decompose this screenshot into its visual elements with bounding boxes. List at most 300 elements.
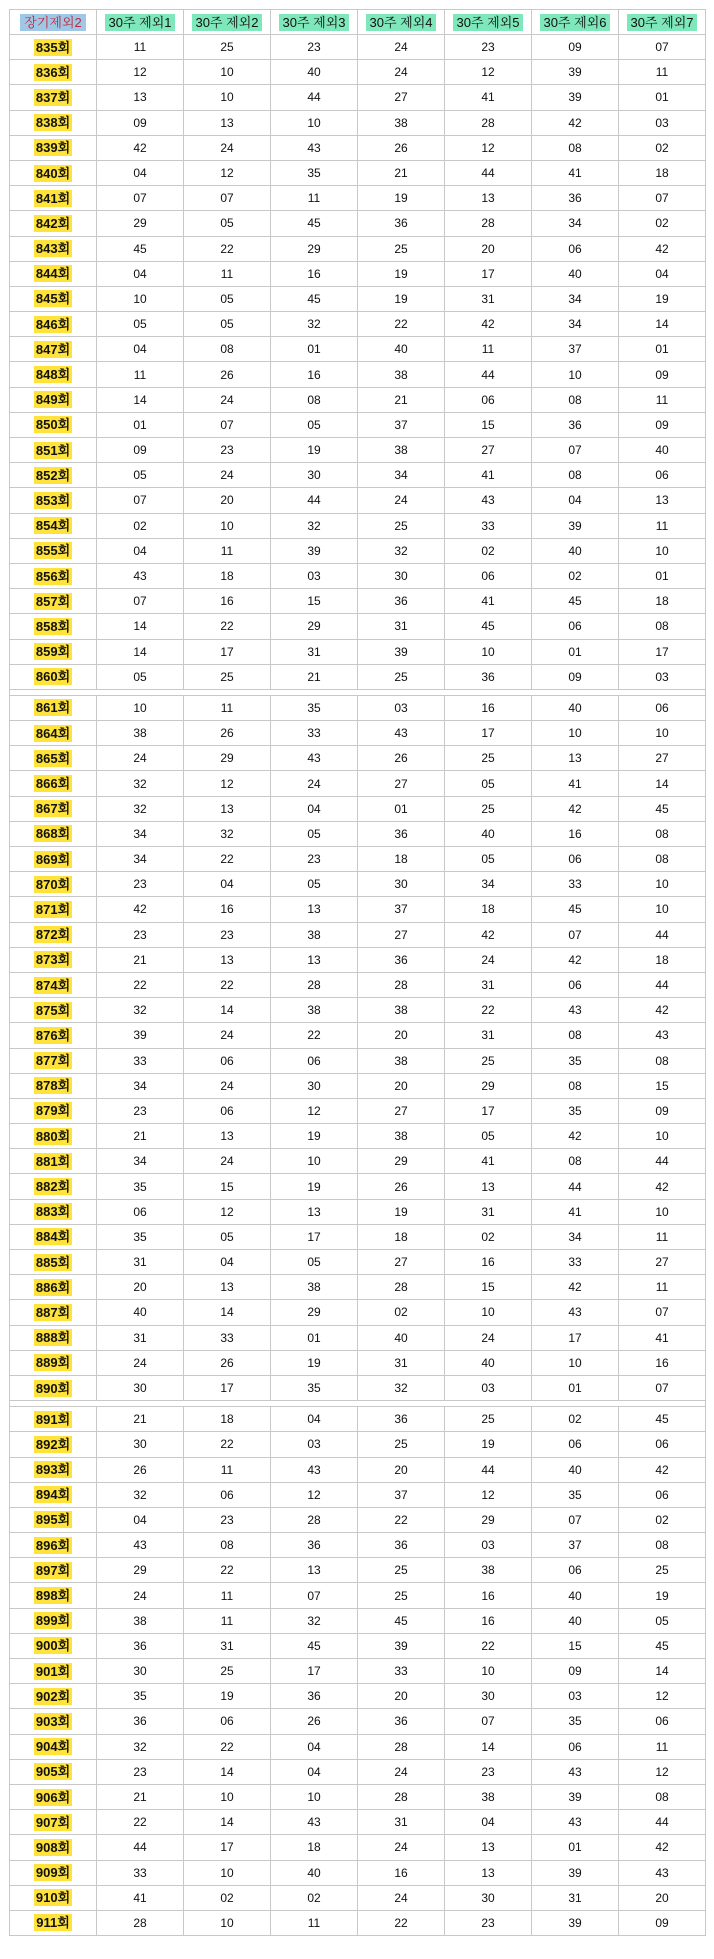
number-cell: 04 bbox=[97, 261, 184, 286]
number-cell: 06 bbox=[532, 1734, 619, 1759]
number-cell: 03 bbox=[445, 1533, 532, 1558]
number-cell: 14 bbox=[97, 639, 184, 664]
number-cell: 36 bbox=[358, 1407, 445, 1432]
round-label: 841회 bbox=[35, 190, 71, 206]
number-cell: 41 bbox=[532, 1199, 619, 1224]
round-cell bbox=[10, 664, 97, 689]
number-cell: 04 bbox=[445, 1810, 532, 1835]
number-cell: 41 bbox=[619, 1325, 706, 1350]
round-cell bbox=[10, 463, 97, 488]
number-cell: 40 bbox=[358, 337, 445, 362]
number-cell: 02 bbox=[619, 211, 706, 236]
number-cell: 31 bbox=[532, 1885, 619, 1910]
round-cell bbox=[10, 1457, 97, 1482]
number-cell: 28 bbox=[271, 972, 358, 997]
table-row bbox=[10, 412, 706, 437]
number-cell: 22 bbox=[358, 312, 445, 337]
number-cell: 32 bbox=[97, 1734, 184, 1759]
exclusion-table bbox=[9, 9, 706, 1936]
number-cell: 25 bbox=[184, 664, 271, 689]
number-cell: 10 bbox=[271, 1149, 358, 1174]
number-cell: 33 bbox=[97, 1048, 184, 1073]
number-cell: 10 bbox=[184, 1860, 271, 1885]
number-cell: 08 bbox=[619, 1784, 706, 1809]
number-cell: 07 bbox=[184, 412, 271, 437]
number-cell: 24 bbox=[184, 463, 271, 488]
number-cell: 32 bbox=[358, 1375, 445, 1400]
round-cell bbox=[10, 236, 97, 261]
number-cell: 34 bbox=[358, 463, 445, 488]
number-cell: 31 bbox=[271, 639, 358, 664]
number-cell: 07 bbox=[97, 589, 184, 614]
round-label: 890회 bbox=[35, 1380, 71, 1396]
number-cell: 37 bbox=[532, 337, 619, 362]
header-cell bbox=[445, 10, 532, 35]
number-cell: 13 bbox=[184, 947, 271, 972]
number-cell: 39 bbox=[358, 639, 445, 664]
round-cell bbox=[10, 1124, 97, 1149]
table-row bbox=[10, 35, 706, 60]
number-cell: 03 bbox=[445, 1375, 532, 1400]
number-cell: 15 bbox=[184, 1174, 271, 1199]
round-cell bbox=[10, 513, 97, 538]
number-cell: 23 bbox=[97, 1759, 184, 1784]
number-cell: 36 bbox=[358, 589, 445, 614]
table-row bbox=[10, 286, 706, 311]
number-cell: 34 bbox=[97, 847, 184, 872]
number-cell: 16 bbox=[358, 1860, 445, 1885]
number-cell: 25 bbox=[184, 1659, 271, 1684]
number-cell: 14 bbox=[619, 1659, 706, 1684]
number-cell: 21 bbox=[97, 947, 184, 972]
round-label: 843회 bbox=[35, 241, 71, 257]
number-cell: 02 bbox=[445, 1224, 532, 1249]
number-cell: 01 bbox=[532, 639, 619, 664]
number-cell: 10 bbox=[97, 695, 184, 720]
number-cell: 24 bbox=[358, 1835, 445, 1860]
round-label: 883회 bbox=[35, 1204, 71, 1220]
round-label: 838회 bbox=[35, 115, 71, 131]
round-cell bbox=[10, 746, 97, 771]
number-cell: 45 bbox=[271, 286, 358, 311]
number-cell: 01 bbox=[532, 1835, 619, 1860]
number-cell: 07 bbox=[619, 35, 706, 60]
number-cell: 22 bbox=[184, 1734, 271, 1759]
number-cell: 16 bbox=[184, 589, 271, 614]
number-cell: 20 bbox=[97, 1275, 184, 1300]
table-row bbox=[10, 639, 706, 664]
number-cell: 16 bbox=[445, 1583, 532, 1608]
round-cell bbox=[10, 1507, 97, 1532]
number-cell: 40 bbox=[532, 1608, 619, 1633]
number-cell: 06 bbox=[532, 847, 619, 872]
number-cell: 09 bbox=[619, 1910, 706, 1935]
round-label: 849회 bbox=[35, 392, 71, 408]
number-cell: 24 bbox=[184, 387, 271, 412]
round-label: 906회 bbox=[35, 1789, 71, 1805]
number-cell: 27 bbox=[619, 1250, 706, 1275]
number-cell: 04 bbox=[271, 1759, 358, 1784]
number-cell: 04 bbox=[184, 872, 271, 897]
number-cell: 43 bbox=[358, 721, 445, 746]
number-cell: 40 bbox=[97, 1300, 184, 1325]
table-row bbox=[10, 796, 706, 821]
round-label: 861회 bbox=[35, 700, 71, 716]
number-cell: 06 bbox=[619, 1432, 706, 1457]
number-cell: 02 bbox=[532, 1407, 619, 1432]
number-cell: 24 bbox=[97, 1583, 184, 1608]
round-cell bbox=[10, 211, 97, 236]
number-cell: 31 bbox=[358, 1350, 445, 1375]
table-row bbox=[10, 589, 706, 614]
round-label: 870회 bbox=[35, 876, 71, 892]
number-cell: 41 bbox=[97, 1885, 184, 1910]
round-label: 884회 bbox=[35, 1229, 71, 1245]
number-cell: 05 bbox=[445, 847, 532, 872]
number-cell: 41 bbox=[532, 160, 619, 185]
table-row bbox=[10, 1810, 706, 1835]
round-cell bbox=[10, 1149, 97, 1174]
number-cell: 30 bbox=[97, 1659, 184, 1684]
number-cell: 32 bbox=[271, 312, 358, 337]
round-cell bbox=[10, 1048, 97, 1073]
number-cell: 06 bbox=[532, 1558, 619, 1583]
number-cell: 10 bbox=[619, 1199, 706, 1224]
number-cell: 02 bbox=[184, 1885, 271, 1910]
header-cell bbox=[532, 10, 619, 35]
table-row bbox=[10, 847, 706, 872]
number-cell: 06 bbox=[619, 695, 706, 720]
number-cell: 37 bbox=[358, 1482, 445, 1507]
number-cell: 25 bbox=[358, 513, 445, 538]
number-cell: 31 bbox=[97, 1250, 184, 1275]
number-cell: 09 bbox=[619, 412, 706, 437]
number-cell: 10 bbox=[184, 513, 271, 538]
number-cell: 24 bbox=[445, 1325, 532, 1350]
number-cell: 45 bbox=[271, 1633, 358, 1658]
round-label: 895회 bbox=[35, 1512, 71, 1528]
number-cell: 45 bbox=[445, 614, 532, 639]
table-row bbox=[10, 261, 706, 286]
table-row bbox=[10, 972, 706, 997]
header-column-label: 30주 제외1 bbox=[105, 14, 176, 31]
lottery-exclusion-sheet bbox=[9, 9, 705, 1936]
number-cell: 33 bbox=[97, 1860, 184, 1885]
round-cell bbox=[10, 922, 97, 947]
number-cell: 45 bbox=[532, 897, 619, 922]
number-cell: 10 bbox=[532, 362, 619, 387]
number-cell: 08 bbox=[532, 463, 619, 488]
table-row bbox=[10, 1558, 706, 1583]
number-cell: 09 bbox=[619, 1098, 706, 1123]
number-cell: 12 bbox=[445, 60, 532, 85]
number-cell: 06 bbox=[619, 1709, 706, 1734]
number-cell: 27 bbox=[358, 771, 445, 796]
number-cell: 23 bbox=[97, 1098, 184, 1123]
number-cell: 04 bbox=[97, 1507, 184, 1532]
number-cell: 45 bbox=[619, 1633, 706, 1658]
number-cell: 22 bbox=[271, 1023, 358, 1048]
number-cell: 13 bbox=[97, 85, 184, 110]
number-cell: 29 bbox=[184, 746, 271, 771]
number-cell: 11 bbox=[97, 362, 184, 387]
round-label: 839회 bbox=[35, 140, 71, 156]
number-cell: 24 bbox=[445, 947, 532, 972]
number-cell: 10 bbox=[184, 85, 271, 110]
number-cell: 37 bbox=[532, 1533, 619, 1558]
number-cell: 11 bbox=[184, 1457, 271, 1482]
number-cell: 24 bbox=[358, 1759, 445, 1784]
number-cell: 21 bbox=[358, 387, 445, 412]
number-cell: 03 bbox=[619, 664, 706, 689]
number-cell: 10 bbox=[445, 639, 532, 664]
number-cell: 05 bbox=[271, 821, 358, 846]
number-cell: 39 bbox=[532, 85, 619, 110]
number-cell: 35 bbox=[271, 1375, 358, 1400]
round-cell bbox=[10, 1659, 97, 1684]
round-label: 857회 bbox=[35, 593, 71, 609]
table-row bbox=[10, 538, 706, 563]
number-cell: 04 bbox=[619, 261, 706, 286]
number-cell: 07 bbox=[445, 1709, 532, 1734]
round-label: 877회 bbox=[35, 1053, 71, 1069]
number-cell: 43 bbox=[532, 998, 619, 1023]
round-cell bbox=[10, 639, 97, 664]
header-cell bbox=[97, 10, 184, 35]
number-cell: 40 bbox=[532, 261, 619, 286]
round-label: 880회 bbox=[35, 1128, 71, 1144]
number-cell: 16 bbox=[445, 1608, 532, 1633]
number-cell: 17 bbox=[619, 639, 706, 664]
number-cell: 40 bbox=[271, 1860, 358, 1885]
table-row bbox=[10, 1407, 706, 1432]
number-cell: 04 bbox=[97, 538, 184, 563]
table-row bbox=[10, 1023, 706, 1048]
number-cell: 26 bbox=[97, 1457, 184, 1482]
table-row bbox=[10, 1098, 706, 1123]
number-cell: 45 bbox=[619, 1407, 706, 1432]
number-cell: 08 bbox=[532, 1023, 619, 1048]
number-cell: 09 bbox=[532, 35, 619, 60]
number-cell: 40 bbox=[532, 1457, 619, 1482]
table-row bbox=[10, 821, 706, 846]
number-cell: 11 bbox=[445, 337, 532, 362]
number-cell: 03 bbox=[532, 1684, 619, 1709]
table-row bbox=[10, 947, 706, 972]
number-cell: 05 bbox=[184, 211, 271, 236]
number-cell: 23 bbox=[445, 1759, 532, 1784]
round-label: 869회 bbox=[35, 851, 71, 867]
number-cell: 38 bbox=[358, 362, 445, 387]
number-cell: 10 bbox=[97, 286, 184, 311]
number-cell: 43 bbox=[97, 1533, 184, 1558]
round-cell bbox=[10, 1250, 97, 1275]
number-cell: 39 bbox=[271, 538, 358, 563]
number-cell: 29 bbox=[271, 236, 358, 261]
table-row bbox=[10, 85, 706, 110]
number-cell: 38 bbox=[445, 1784, 532, 1809]
round-cell bbox=[10, 312, 97, 337]
round-label: 835회 bbox=[35, 39, 71, 55]
number-cell: 35 bbox=[97, 1684, 184, 1709]
number-cell: 14 bbox=[619, 771, 706, 796]
number-cell: 36 bbox=[358, 211, 445, 236]
round-label: 847회 bbox=[35, 341, 71, 357]
number-cell: 38 bbox=[97, 1608, 184, 1633]
table-row bbox=[10, 897, 706, 922]
number-cell: 36 bbox=[532, 412, 619, 437]
number-cell: 16 bbox=[619, 1350, 706, 1375]
round-cell bbox=[10, 872, 97, 897]
number-cell: 31 bbox=[358, 614, 445, 639]
round-label: 881회 bbox=[35, 1153, 71, 1169]
number-cell: 35 bbox=[271, 160, 358, 185]
round-label: 897회 bbox=[35, 1562, 71, 1578]
table-row bbox=[10, 771, 706, 796]
table-row bbox=[10, 1250, 706, 1275]
round-label: 910회 bbox=[35, 1890, 71, 1906]
number-cell: 44 bbox=[445, 362, 532, 387]
table-body bbox=[10, 35, 706, 1936]
round-cell bbox=[10, 186, 97, 211]
number-cell: 23 bbox=[97, 922, 184, 947]
number-cell: 01 bbox=[532, 1375, 619, 1400]
round-label: 889회 bbox=[35, 1355, 71, 1371]
round-cell bbox=[10, 488, 97, 513]
table-row bbox=[10, 695, 706, 720]
number-cell: 31 bbox=[445, 1023, 532, 1048]
number-cell: 10 bbox=[619, 872, 706, 897]
number-cell: 15 bbox=[445, 412, 532, 437]
number-cell: 23 bbox=[97, 872, 184, 897]
round-label: 859회 bbox=[35, 644, 71, 660]
number-cell: 42 bbox=[532, 110, 619, 135]
number-cell: 19 bbox=[445, 1432, 532, 1457]
number-cell: 26 bbox=[358, 746, 445, 771]
round-label: 901회 bbox=[35, 1663, 71, 1679]
number-cell: 18 bbox=[358, 847, 445, 872]
number-cell: 12 bbox=[445, 1482, 532, 1507]
number-cell: 13 bbox=[619, 488, 706, 513]
number-cell: 11 bbox=[184, 538, 271, 563]
number-cell: 10 bbox=[532, 721, 619, 746]
number-cell: 43 bbox=[619, 1023, 706, 1048]
round-cell bbox=[10, 362, 97, 387]
number-cell: 02 bbox=[532, 563, 619, 588]
number-cell: 25 bbox=[358, 1583, 445, 1608]
number-cell: 19 bbox=[358, 286, 445, 311]
number-cell: 34 bbox=[532, 211, 619, 236]
round-cell bbox=[10, 897, 97, 922]
number-cell: 33 bbox=[184, 1325, 271, 1350]
number-cell: 06 bbox=[97, 1199, 184, 1224]
round-label: 874회 bbox=[35, 977, 71, 993]
number-cell: 13 bbox=[184, 1124, 271, 1149]
number-cell: 29 bbox=[445, 1073, 532, 1098]
number-cell: 45 bbox=[97, 236, 184, 261]
round-cell bbox=[10, 1482, 97, 1507]
number-cell: 10 bbox=[619, 538, 706, 563]
number-cell: 34 bbox=[445, 872, 532, 897]
number-cell: 24 bbox=[271, 771, 358, 796]
number-cell: 10 bbox=[445, 1659, 532, 1684]
number-cell: 19 bbox=[271, 438, 358, 463]
number-cell: 10 bbox=[619, 897, 706, 922]
table-row bbox=[10, 1124, 706, 1149]
number-cell: 10 bbox=[184, 1910, 271, 1935]
number-cell: 07 bbox=[619, 1375, 706, 1400]
round-label: 871회 bbox=[35, 901, 71, 917]
round-cell bbox=[10, 998, 97, 1023]
number-cell: 42 bbox=[619, 236, 706, 261]
number-cell: 26 bbox=[184, 362, 271, 387]
number-cell: 43 bbox=[532, 1810, 619, 1835]
number-cell: 29 bbox=[97, 211, 184, 236]
number-cell: 04 bbox=[271, 796, 358, 821]
number-cell: 25 bbox=[445, 1048, 532, 1073]
number-cell: 26 bbox=[271, 1709, 358, 1734]
number-cell: 36 bbox=[358, 947, 445, 972]
number-cell: 18 bbox=[619, 160, 706, 185]
round-label: 907회 bbox=[35, 1814, 71, 1830]
number-cell: 16 bbox=[184, 897, 271, 922]
number-cell: 27 bbox=[358, 1098, 445, 1123]
number-cell: 14 bbox=[184, 1759, 271, 1784]
table-row bbox=[10, 1482, 706, 1507]
number-cell: 28 bbox=[97, 1910, 184, 1935]
round-label: 853회 bbox=[35, 492, 71, 508]
round-label: 882회 bbox=[35, 1179, 71, 1195]
number-cell: 29 bbox=[445, 1507, 532, 1532]
number-cell: 22 bbox=[358, 1910, 445, 1935]
round-label: 899회 bbox=[35, 1613, 71, 1629]
number-cell: 11 bbox=[619, 387, 706, 412]
number-cell: 42 bbox=[532, 1124, 619, 1149]
number-cell: 30 bbox=[358, 563, 445, 588]
number-cell: 13 bbox=[271, 1199, 358, 1224]
number-cell: 27 bbox=[445, 438, 532, 463]
round-cell bbox=[10, 589, 97, 614]
round-cell bbox=[10, 1375, 97, 1400]
number-cell: 22 bbox=[358, 1507, 445, 1532]
table-row bbox=[10, 312, 706, 337]
number-cell: 12 bbox=[184, 160, 271, 185]
round-cell bbox=[10, 847, 97, 872]
number-cell: 41 bbox=[445, 85, 532, 110]
table-row bbox=[10, 1375, 706, 1400]
number-cell: 13 bbox=[184, 1275, 271, 1300]
number-cell: 09 bbox=[97, 438, 184, 463]
round-cell bbox=[10, 1350, 97, 1375]
number-cell: 27 bbox=[619, 746, 706, 771]
number-cell: 19 bbox=[358, 186, 445, 211]
number-cell: 28 bbox=[358, 1275, 445, 1300]
round-cell bbox=[10, 1300, 97, 1325]
number-cell: 05 bbox=[271, 412, 358, 437]
round-cell bbox=[10, 1558, 97, 1583]
round-label: 885회 bbox=[35, 1254, 71, 1270]
number-cell: 07 bbox=[97, 488, 184, 513]
number-cell: 02 bbox=[358, 1300, 445, 1325]
round-cell bbox=[10, 771, 97, 796]
number-cell: 42 bbox=[619, 1835, 706, 1860]
number-cell: 02 bbox=[619, 135, 706, 160]
table-row bbox=[10, 1174, 706, 1199]
number-cell: 22 bbox=[184, 1432, 271, 1457]
round-label: 893회 bbox=[35, 1462, 71, 1478]
number-cell: 06 bbox=[532, 1432, 619, 1457]
header-row bbox=[10, 10, 706, 35]
